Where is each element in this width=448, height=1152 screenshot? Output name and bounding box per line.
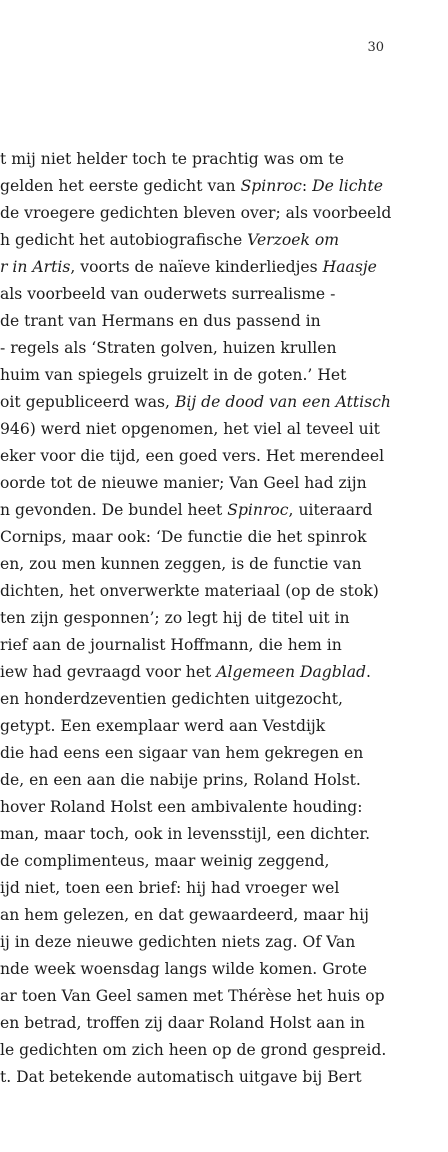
text-segment: getypt. Een exemplaar werd aan Vestdijk	[0, 717, 326, 735]
text-line	[0, 956, 448, 983]
page-number: 30	[367, 40, 384, 55]
text-segment: en, zou men kunnen zeggen, is de functie van	[0, 555, 362, 573]
text-segment: en betrad, troffen zij daar Roland Holst aan in	[0, 1014, 365, 1032]
italic-text-segment: Bij de dood van een Attisch	[174, 393, 391, 411]
text-segment: de vroegere gedichten bleven over; als voorbeeld	[0, 204, 392, 222]
text-line	[0, 686, 448, 713]
text-line	[0, 983, 448, 1010]
text-segment: oit gepubliceerd was,	[0, 393, 175, 411]
text-line	[0, 470, 448, 497]
text-segment: hover Roland Holst een ambivalente houding:	[0, 798, 363, 816]
text-segment: t mij niet helder toch te prachtig was om te	[0, 150, 344, 168]
text-segment: .	[366, 663, 371, 681]
text-segment: als voorbeeld van ouderwets surrealisme -	[0, 285, 336, 303]
text-segment: iew had gevraagd voor het	[0, 663, 217, 681]
text-line	[0, 632, 448, 659]
text-line	[0, 308, 448, 335]
text-segment: , voorts de naïeve kinderliedjes	[70, 258, 323, 276]
italic-text-segment: De lichte	[312, 177, 383, 195]
text-line	[0, 335, 448, 362]
text-segment: dichten, het onverwerkte materiaal (op de stok)	[0, 582, 379, 600]
text-line	[0, 821, 448, 848]
text-segment: , uiteraard	[288, 501, 373, 519]
italic-text-segment: Haasje	[322, 258, 377, 276]
text-line	[0, 1064, 448, 1091]
text-segment: n gevonden. De bundel heet	[0, 501, 228, 519]
text-segment: 946) werd niet opgenomen, het viel al teveel uit	[0, 420, 380, 438]
italic-text-segment: Algemeen Dagblad	[216, 663, 367, 681]
text-segment: gelden het eerste gedicht van	[0, 177, 241, 195]
text-segment: - regels als ‘Straten golven, huizen krullen	[0, 339, 337, 357]
text-line	[0, 497, 448, 524]
text-line	[0, 767, 448, 794]
text-segment: h gedicht het autobiografische	[0, 231, 248, 249]
text-segment: rief aan de journalist Hoffmann, die hem in	[0, 636, 342, 654]
italic-text-segment: Spinroc	[227, 501, 289, 519]
text-line	[0, 443, 448, 470]
text-line	[0, 416, 448, 443]
text-line	[0, 848, 448, 875]
body-text	[0, 146, 448, 1091]
text-segment: en honderdzeventien gedichten uitgezocht,	[0, 690, 343, 708]
text-line	[0, 605, 448, 632]
italic-text-segment: Verzoek om	[247, 231, 340, 249]
text-segment: an hem gelezen, en dat gewaardeerd, maar hij	[0, 906, 369, 924]
text-segment: man, maar toch, ook in levensstijl, een dichter.	[0, 825, 371, 843]
text-segment: huim van spiegels gruizelt in de goten.’ Het	[0, 366, 347, 384]
text-line	[0, 227, 448, 254]
text-line	[0, 389, 448, 416]
text-line	[0, 929, 448, 956]
text-line	[0, 551, 448, 578]
text-segment: ij in deze nieuwe gedichten niets zag. Of Van	[0, 933, 356, 951]
text-segment: de complimenteus, maar weinig zeggend,	[0, 852, 330, 870]
text-line	[0, 659, 448, 686]
text-line	[0, 146, 448, 173]
text-segment: Cornips, maar ook: ‘De functie die het spinrok	[0, 528, 367, 546]
italic-text-segment: Spinroc	[240, 177, 302, 195]
text-segment: ar toen Van Geel samen met Thérèse het huis op	[0, 987, 385, 1005]
text-line	[0, 524, 448, 551]
text-line	[0, 794, 448, 821]
text-line	[0, 578, 448, 605]
text-line	[0, 254, 448, 281]
text-line	[0, 362, 448, 389]
text-segment: le gedichten om zich heen op de grond gespreid.	[0, 1041, 387, 1059]
text-line	[0, 281, 448, 308]
text-segment: de, en een aan die nabije prins, Roland Holst.	[0, 771, 361, 789]
text-line	[0, 740, 448, 767]
text-segment: :	[301, 177, 313, 195]
text-line	[0, 200, 448, 227]
italic-text-segment: r in Artis	[0, 258, 71, 276]
text-segment: ijd niet, toen een brief: hij had vroeger wel	[0, 879, 340, 897]
text-segment: oorde tot de nieuwe manier; Van Geel had zijn	[0, 474, 367, 492]
text-line	[0, 902, 448, 929]
text-line	[0, 1037, 448, 1064]
text-line	[0, 875, 448, 902]
text-segment: nde week woensdag langs wilde komen. Grote	[0, 960, 368, 978]
text-line	[0, 713, 448, 740]
text-segment: eker voor die tijd, een goed vers. Het merendeel	[0, 447, 385, 465]
text-segment: ten zijn gesponnen’; zo legt hij de titel uit in	[0, 609, 350, 627]
text-segment: de trant van Hermans en dus passend in	[0, 312, 321, 330]
text-line	[0, 1010, 448, 1037]
text-line	[0, 173, 448, 200]
text-segment: t. Dat betekende automatisch uitgave bij Bert	[0, 1068, 362, 1086]
text-segment: die had eens een sigaar van hem gekregen en	[0, 744, 364, 762]
